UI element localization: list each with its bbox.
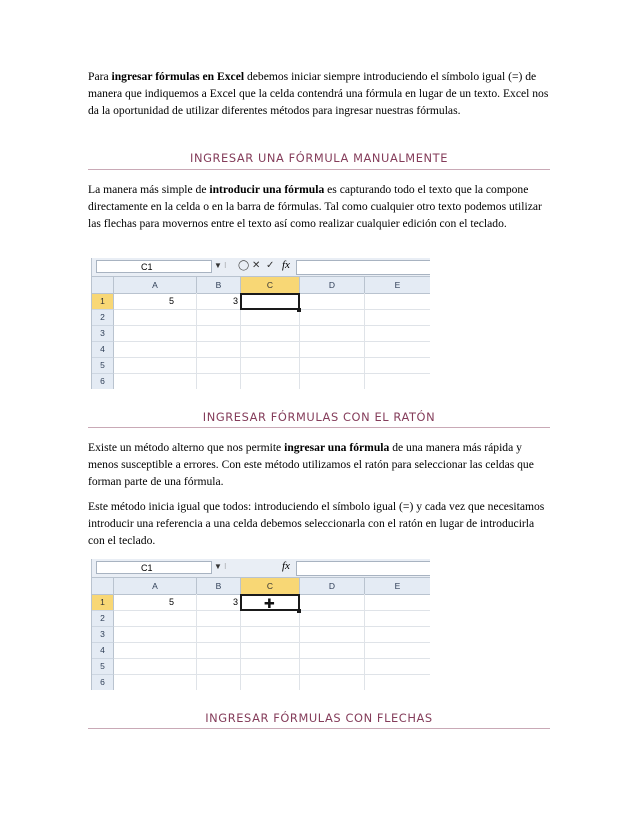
row-header-4[interactable]: 4 bbox=[92, 643, 114, 659]
name-box[interactable]: C1 bbox=[96, 561, 212, 574]
chevron-down-icon[interactable]: ▼ bbox=[214, 261, 222, 270]
gridline bbox=[114, 357, 430, 358]
chevron-down-icon[interactable]: ▼ bbox=[214, 562, 222, 571]
column-header-c[interactable]: C bbox=[241, 578, 300, 595]
column-header-a[interactable]: A bbox=[114, 578, 197, 595]
cell-b1[interactable]: 3 bbox=[232, 296, 238, 306]
excel-screenshot-manual bbox=[91, 258, 430, 389]
cancel-x-icon[interactable]: ✕ bbox=[252, 260, 261, 271]
row-header-2[interactable]: 2 bbox=[92, 310, 114, 326]
cell-a1[interactable]: 5 bbox=[168, 296, 174, 306]
gridline bbox=[114, 373, 430, 374]
formula-input[interactable] bbox=[296, 260, 430, 275]
row-header-2[interactable]: 2 bbox=[92, 611, 114, 627]
section-heading-mouse: INGRESAR FÓRMULAS CON EL RATÓN bbox=[202, 410, 436, 424]
row-header-6[interactable]: 6 bbox=[92, 374, 114, 389]
gridline bbox=[114, 658, 430, 659]
column-header-c[interactable]: C bbox=[241, 277, 300, 294]
fill-handle[interactable] bbox=[297, 609, 301, 613]
gridline bbox=[114, 341, 430, 342]
row-header-5[interactable]: 5 bbox=[92, 659, 114, 675]
gridline bbox=[114, 674, 430, 675]
active-cell-c1[interactable] bbox=[240, 293, 300, 310]
gridline bbox=[114, 642, 430, 643]
row-header-3[interactable]: 3 bbox=[92, 326, 114, 342]
column-header-b[interactable]: B bbox=[197, 277, 241, 294]
column-header-e[interactable]: E bbox=[365, 277, 430, 294]
gridline bbox=[364, 293, 365, 389]
section-divider bbox=[88, 169, 550, 170]
cell-b1[interactable]: 3 bbox=[232, 597, 238, 607]
section2-paragraph-2: Este método inicia igual que todos: introduciendo el símbolo igual (=) y cada vez que necesitamos introducir una referencia a una celda debemos seleccionarla con el ratón en lugar de introducirla con el teclado. bbox=[88, 500, 545, 547]
check-icon[interactable]: ✓ bbox=[266, 260, 275, 271]
gridline bbox=[364, 594, 365, 690]
name-box[interactable]: C1 bbox=[96, 260, 212, 273]
cross-cursor-icon: ✚ bbox=[264, 596, 275, 611]
formula-bar bbox=[92, 258, 430, 277]
row-header-1[interactable]: 1 bbox=[92, 595, 114, 611]
excel-screenshot-mouse bbox=[91, 559, 430, 690]
bold-term: introducir una fórmula bbox=[209, 183, 325, 196]
row-header-5[interactable]: 5 bbox=[92, 358, 114, 374]
cell-a1[interactable]: 5 bbox=[168, 597, 174, 607]
fx-icon[interactable]: fx bbox=[282, 560, 290, 572]
row-header-1[interactable]: 1 bbox=[92, 294, 114, 310]
bold-term: ingresar una fórmula bbox=[284, 441, 390, 454]
column-header-d[interactable]: D bbox=[300, 578, 365, 595]
gridline bbox=[114, 626, 430, 627]
grip-icon: ⁝ bbox=[224, 562, 227, 571]
column-header-d[interactable]: D bbox=[300, 277, 365, 294]
section-heading-manual: INGRESAR UNA FÓRMULA MANUALMENTE bbox=[190, 151, 448, 165]
column-header-b[interactable]: B bbox=[197, 578, 241, 595]
section2-paragraph-1: Existe un método alterno que nos permite ingresar una fórmula de una manera más rápida y menos susceptible a errores. Con este método utilizamos el ratón para seleccionar las celdas que forman parte de una fórmula. bbox=[88, 441, 534, 488]
section-divider bbox=[88, 728, 550, 729]
circle-icon: ◯ bbox=[238, 260, 250, 271]
gridline bbox=[114, 325, 430, 326]
column-header-e[interactable]: E bbox=[365, 578, 430, 595]
section1-paragraph: La manera más simple de introducir una fórmula es capturando todo el texto que la compone directamente en la celda o en la barra de fórmulas. Tal como cualquier otro texto podemos utilizar las flechas para movernos entre el texto así como realizar cualquier edición con el teclado. bbox=[88, 183, 542, 230]
bold-term: ingresar fórmulas en Excel bbox=[111, 70, 245, 83]
section-heading-arrows: INGRESAR FÓRMULAS CON FLECHAS bbox=[205, 711, 433, 725]
section-divider bbox=[88, 427, 550, 428]
formula-bar bbox=[92, 559, 430, 578]
intro-paragraph: Para ingresar fórmulas en Excel debemos iniciar siempre introduciendo el símbolo igual (=) de manera que indiquemos a Excel que la celda contendrá una fórmula en lugar de un texto. Excel nos da la oportunidad de utilizar diferentes métodos para ingresar nuestras fórmulas. bbox=[88, 70, 549, 117]
row-header-4[interactable]: 4 bbox=[92, 342, 114, 358]
grip-icon: ⁝ bbox=[224, 261, 227, 270]
select-all-corner[interactable] bbox=[92, 277, 114, 294]
row-header-3[interactable]: 3 bbox=[92, 627, 114, 643]
row-header-6[interactable]: 6 bbox=[92, 675, 114, 690]
column-header-a[interactable]: A bbox=[114, 277, 197, 294]
fx-icon[interactable]: fx bbox=[282, 259, 290, 271]
formula-input[interactable] bbox=[296, 561, 430, 576]
fill-handle[interactable] bbox=[297, 308, 301, 312]
select-all-corner[interactable] bbox=[92, 578, 114, 595]
